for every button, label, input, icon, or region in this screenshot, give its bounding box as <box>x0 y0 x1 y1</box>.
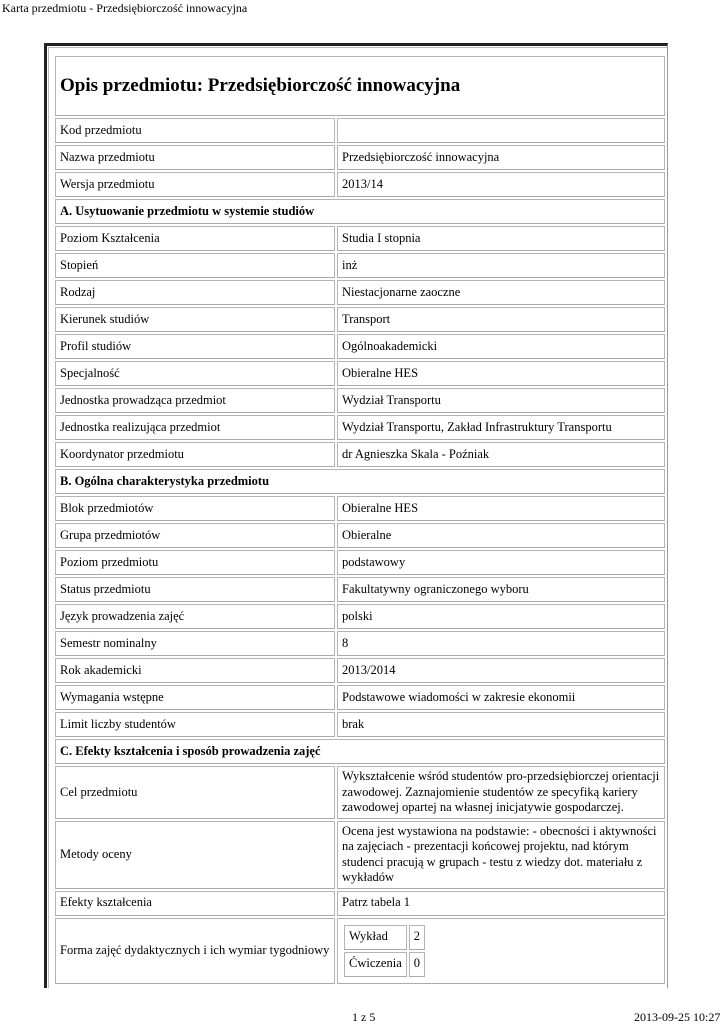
page-number: 1 z 5 <box>352 1010 376 1024</box>
row-label: Nazwa przedmiotu <box>55 145 335 170</box>
row-value <box>337 118 665 143</box>
row-value: Wydział Transportu <box>337 388 665 413</box>
row-label: Stopień <box>55 253 335 278</box>
row-label: Forma zajęć dydaktycznych i ich wymiar tygodniowy <box>55 918 335 984</box>
row-label: Wymagania wstępne <box>55 685 335 710</box>
row-value: 2013/14 <box>337 172 665 197</box>
row-value: Wydział Transportu, Zakład Infrastruktury Transportu <box>337 415 665 440</box>
row-label: Koordynator przedmiotu <box>55 442 335 467</box>
table-row <box>55 523 665 548</box>
row-label: Język prowadzenia zajęć <box>55 604 335 629</box>
row-label: Blok przedmiotów <box>55 496 335 521</box>
section-b-heading: B. Ogólna charakterystyka przedmiotu <box>55 469 665 494</box>
print-header-title: Karta przedmiotu - Przedsiębiorczość innowacyjna <box>2 1 248 15</box>
section-c-heading: C. Efekty kształcenia i sposób prowadzenia zajęć <box>55 739 665 764</box>
table-row <box>55 145 665 170</box>
row-label: Kierunek studiów <box>55 307 335 332</box>
row-label: Wersja przedmiotu <box>55 172 335 197</box>
forma-item-name: Ćwiczenia <box>344 952 407 977</box>
row-value: Transport <box>337 307 665 332</box>
table-row <box>55 118 665 143</box>
row-value <box>337 918 665 984</box>
forma-item <box>344 925 425 950</box>
table-row <box>55 253 665 278</box>
row-value: Ocena jest wystawiona na podstawie: - obecności i aktywności na zajęciach - prezentacji końcowej projektu, nad którym studenci pracują w grupach - testu z wiedzy dot. materiału z wykładów <box>337 821 665 889</box>
forma-item-hours: 2 <box>409 925 425 950</box>
row-label: Poziom Kształcenia <box>55 226 335 251</box>
row-label: Jednostka prowadząca przedmiot <box>55 388 335 413</box>
row-value: inż <box>337 253 665 278</box>
row-label: Limit liczby studentów <box>55 712 335 737</box>
table-row <box>55 821 665 889</box>
row-label: Semestr nominalny <box>55 631 335 656</box>
row-label: Rodzaj <box>55 280 335 305</box>
forma-item <box>344 952 425 977</box>
row-value: 8 <box>337 631 665 656</box>
row-label: Rok akademicki <box>55 658 335 683</box>
table-row <box>55 891 665 916</box>
basic-info-rows <box>55 118 665 197</box>
row-value: 2013/2014 <box>337 658 665 683</box>
row-label: Jednostka realizująca przedmiot <box>55 415 335 440</box>
row-value: Fakultatywny ograniczonego wyboru <box>337 577 665 602</box>
table-row <box>55 307 665 332</box>
print-datetime: 2013-09-25 10:27 <box>634 1010 721 1024</box>
row-label: Grupa przedmiotów <box>55 523 335 548</box>
table-row <box>55 685 665 710</box>
row-label: Kod przedmiotu <box>55 118 335 143</box>
table-row <box>55 415 665 440</box>
course-description-table <box>53 54 667 986</box>
row-value: Obieralne <box>337 523 665 548</box>
table-row <box>55 280 665 305</box>
row-label: Cel przedmiotu <box>55 766 335 819</box>
row-value: brak <box>337 712 665 737</box>
row-label: Profil studiów <box>55 334 335 359</box>
table-row <box>55 766 665 819</box>
row-value: Ogólnoakademicki <box>337 334 665 359</box>
section-a-heading: A. Usytuowanie przedmiotu w systemie studiów <box>55 199 665 224</box>
row-label: Efekty kształcenia <box>55 891 335 916</box>
table-row <box>55 361 665 386</box>
table-row <box>55 388 665 413</box>
table-row <box>55 496 665 521</box>
row-value: Przedsiębiorczość innowacyjna <box>337 145 665 170</box>
row-value: Patrz tabela 1 <box>337 891 665 916</box>
forma-item-hours: 0 <box>409 952 425 977</box>
section-b-rows <box>55 496 665 737</box>
row-value: Niestacjonarne zaoczne <box>337 280 665 305</box>
section-c-rows <box>55 766 665 916</box>
page-title: Opis przedmiotu: Przedsiębiorczość innowacyjna <box>55 56 665 116</box>
table-row <box>55 442 665 467</box>
forma-table <box>342 923 427 979</box>
row-label: Status przedmiotu <box>55 577 335 602</box>
table-row <box>55 172 665 197</box>
row-value: Podstawowe wiadomości w zakresie ekonomii <box>337 685 665 710</box>
table-row <box>55 334 665 359</box>
row-value: dr Agnieszka Skala - Poźniak <box>337 442 665 467</box>
row-value: podstawowy <box>337 550 665 575</box>
table-row <box>55 577 665 602</box>
row-value: Obieralne HES <box>337 496 665 521</box>
section-a-rows <box>55 226 665 467</box>
row-value: Studia I stopnia <box>337 226 665 251</box>
table-row <box>55 550 665 575</box>
table-row <box>55 658 665 683</box>
table-row <box>55 631 665 656</box>
row-value: Obieralne HES <box>337 361 665 386</box>
row-label: Poziom przedmiotu <box>55 550 335 575</box>
row-label: Metody oceny <box>55 821 335 889</box>
table-row <box>55 604 665 629</box>
table-row <box>55 712 665 737</box>
forma-row <box>55 918 665 984</box>
document-frame <box>44 43 668 988</box>
row-value: Wykształcenie wśród studentów pro-przedsiębiorczej orientacji zawodowej. Zaznajomienie studentów ze specyfiką kariery zawodowej opartej na własnej inicjatywie gospodarczej. <box>337 766 665 819</box>
row-value: polski <box>337 604 665 629</box>
row-label: Specjalność <box>55 361 335 386</box>
table-row <box>55 226 665 251</box>
forma-item-name: Wykład <box>344 925 407 950</box>
